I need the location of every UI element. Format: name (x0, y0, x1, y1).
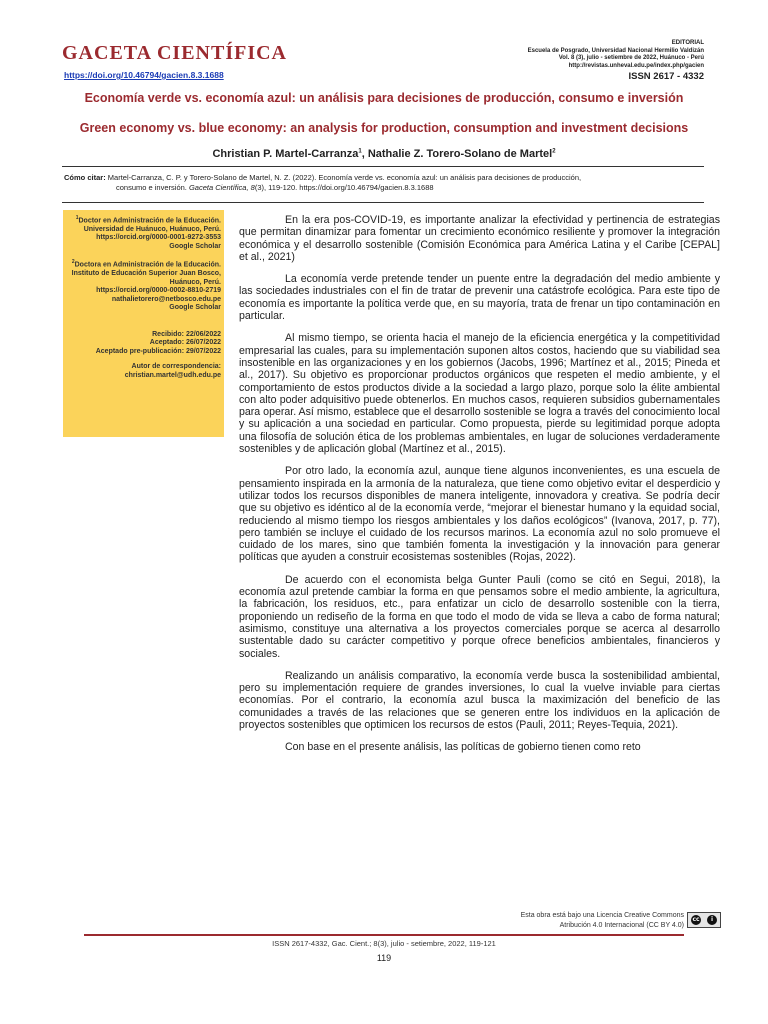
body-paragraph: Al mismo tiempo, se orienta hacia el manejo de la eficiencia energética y la competitividad empresarial las cuales, para su implementación suponen altos costos, haciendo que su viabilidad sea insostenible en las organizaciones y en los gobiernos (Jacobs, 1996; Martínez et al., 2015; Pineda et al., 2017). Su objetivo es proporcionar productos orgánicos que respeten el medio ambiente, y el comportamiento de estos productos divide a la sociedad a largo plazo, porque solo la élite ambiental con alto poder adquisitivo puede obtenerlos. En muchos casos, requieren subsidios gubernamentales para operar. Así mismo, establece que el desarrollo sostenible se logra a través del conocimiento local y su aplicación a una sociedad en particular. Como propuesta, pierde su legitimidad porque adopta una filosofía de solución ética de los problemas ambientales, en lugar de soluciones verdaderamente sostenibles y de aplicación global (Martínez et al., 2015). (239, 332, 720, 456)
body-paragraph: La economía verde pretende tender un puente entre la degradación del medio ambiente y las sociedades industriales con el fin de tratar de prevenir una catástrofe ecológica. Para este tipo de economía es importante la política verde que, en su mayoría, trata de frenar un tipo contaminación en particular. (239, 273, 720, 323)
license-notice (424, 911, 684, 930)
body-paragraph: En la era pos-COVID-19, es importante analizar la efectividad y pertinencia de estrategias que permitan dinamizar para fomentar un crecimiento económico resiliente y promover la integración económica y el desarrollo sostenible (Comisión Económica para América Latina y el Caribe [CEPAL] et al., 2021) (239, 214, 720, 263)
affiliation-2-title (67, 258, 221, 270)
citation-line-1: Cómo citar: Martel-Carranza, C. P. y Torero-Solano de Martel, N. Z. (2022). Economía verde vs. economía azul: un análisis para decisiones de producción, (64, 173, 582, 182)
authors (40, 148, 728, 160)
affiliation-degree: Doctor en Administración de la Educación. (78, 217, 221, 225)
citation-label: Cómo citar (64, 173, 104, 182)
affiliation-mark: 2 (71, 259, 75, 266)
author-1: Christian P. Martel-Carranza (212, 148, 359, 160)
orcid-link[interactable]: https://orcid.org/0000-0001-9272-3553 (96, 234, 221, 242)
body-paragraph: Por otro lado, la economía azul, aunque tiene algunos inconvenientes, es una escuela de pensamiento inspirada en la armonía de la naturaleza, que tiene como objetivo evitar el desperdicio y utilizar todos los recursos disponibles de manera inteligente, innovadora y creativa. Se podría decir que su objetivo es idéntico al de la economía verde, “mejorar el bienestar humano y la equidad social, reduciendo al mismo tiempo los riesgos ambientales y los daños ecológicos” (Ivanova, 2017, p. 77), pero también se incluye el cuidado de los recursos marinos. La economía azul no solo promueve el cuidado de los mares, sino que también fomenta la investigación y la innovación para generar políticas que ayuden a construir ecosistemas sostenibles (Rojas, 2022). (239, 465, 720, 564)
affiliation-institution: Universidad de Huánuco, Huánuco, Perú. (83, 225, 221, 233)
editorial-info (404, 40, 704, 70)
author-2-affiliation-mark: 2 (552, 148, 556, 155)
author-info-box (63, 210, 224, 437)
editorial-line: http://revistas.unheval.edu.pe/index.php/gacien (568, 62, 704, 69)
body-paragraph: Con base en el presente análisis, las políticas de gobierno tienen como reto (285, 741, 641, 754)
cc-by-badge[interactable] (687, 912, 721, 928)
article-body (239, 214, 720, 764)
date-preaccepted: Aceptado pre-publicación: 29/07/2022 (95, 347, 221, 355)
date-received: Recibido: 22/06/2022 (152, 330, 221, 338)
google-scholar-link[interactable]: Google Scholar (169, 304, 221, 312)
creative-commons-icon: cc (692, 916, 700, 923)
page-number: 119 (376, 953, 392, 963)
affiliation-degree: Doctora en Administración de la Educación. (74, 261, 221, 269)
title-english: Green economy vs. blue economy: an analysis for production, consumption and investment decisions (79, 121, 689, 135)
journal-logo: GACETA CIENTÍFICA (62, 42, 287, 64)
title-spanish: Economía verde vs. economía azul: un análisis para decisiones de producción, consumo e inversión (84, 91, 684, 105)
citation-text: Martel-Carranza, C. P. y Torero-Solano de Martel, N. Z. (2022). Economía verde vs. economía azul: un análisis para decisiones de producción, (107, 173, 582, 182)
date-accepted: Aceptado: 26/07/2022 (149, 339, 221, 347)
citation-text: (3), 119-120. https://doi.org/10.46794/gacien.8.3.1688 (254, 182, 434, 192)
editorial-line: EDITORIAL (671, 40, 704, 46)
footer-citation: ISSN 2617-4332, Gac. Cient.; 8(3), julio - setiembre, 2022, 119-121 (272, 939, 496, 948)
author-1-affiliation-mark: 1 (358, 148, 362, 155)
body-paragraph: De acuerdo con el economista belga Gunter Pauli (como se citó en Segui, 2018), la economía azul pretende cambiar la forma en que pensamos sobre el medio ambiente, la agricultura, la fabricación, los residuos, etc., para enfatizar un ciclo de desarrollo sostenible con la tierra, proponiendo un rediseño de la forma en que todo el modo de vida se lleva a cabo de forma natural; asimismo, constituye una alternativa a los proyectos comerciales porque se acerca al desarrollo sustentable dado su carácter competitivo y porque ofrece beneficios ambientales, financieros y sociales. (239, 573, 720, 660)
affiliation-mark: 1 (75, 215, 79, 221)
how-to-cite (64, 173, 704, 192)
footer-divider (84, 934, 684, 936)
author-2: Nathalie Z. Torero-Solano de Martel (367, 148, 553, 160)
license-line: Atribución 4.0 Internacional (CC BY 4.0) (559, 921, 684, 929)
issn: ISSN 2617 - 4332 (628, 71, 704, 82)
correspondence-email[interactable]: christian.martel@udh.edu.pe (124, 371, 221, 379)
affiliation-institution: Instituto de Educación Superior Juan Bosco, Huánuco, Perú. (71, 270, 221, 286)
body-paragraph: Realizando un análisis comparativo, la economía verde busca la sostenibilidad ambiental, pero su implementación requiere de grandes inversiones, lo cual la vuelve inviable para ciertas economías. Por el contrario, la economía azul busca la maximización del beneficio de las comunidades a través de las relaciones que se generen entre los individuos en la aplicación de proyectos sostenibles que optimicen los recursos de estos (Pauli, 2011; Reyes-Tequia, 2021). (239, 669, 720, 731)
author-email[interactable]: nathalietorero@netbosco.edu.pe (111, 295, 221, 303)
license-line: Esta obra está bajo una Licencia Creative Commons (520, 912, 684, 919)
orcid-link[interactable]: https://orcid.org/0000-0002-8810-2719 (96, 287, 221, 295)
doi-link[interactable]: https://doi.org/10.46794/gacien.8.3.1688 (64, 70, 224, 80)
affiliation-1-title (67, 214, 221, 226)
attribution-icon: i (707, 915, 717, 925)
divider (62, 166, 704, 167)
divider (62, 202, 704, 203)
citation-text: consumo e inversión. (116, 182, 189, 192)
citation-line-2 (64, 183, 704, 193)
editorial-line: Escuela de Posgrado, Universidad Nacional Hermilio Valdizán (527, 47, 704, 54)
editorial-line: Vol. 8 (3), julio - setiembre de 2022, Huánuco - Perú (558, 55, 704, 61)
author-separator: , (361, 148, 368, 160)
correspondence-label: Autor de correspondencia: (131, 363, 221, 371)
google-scholar-link[interactable]: Google Scholar (169, 242, 221, 250)
citation-journal: Gaceta Científica, 8 (188, 182, 255, 192)
